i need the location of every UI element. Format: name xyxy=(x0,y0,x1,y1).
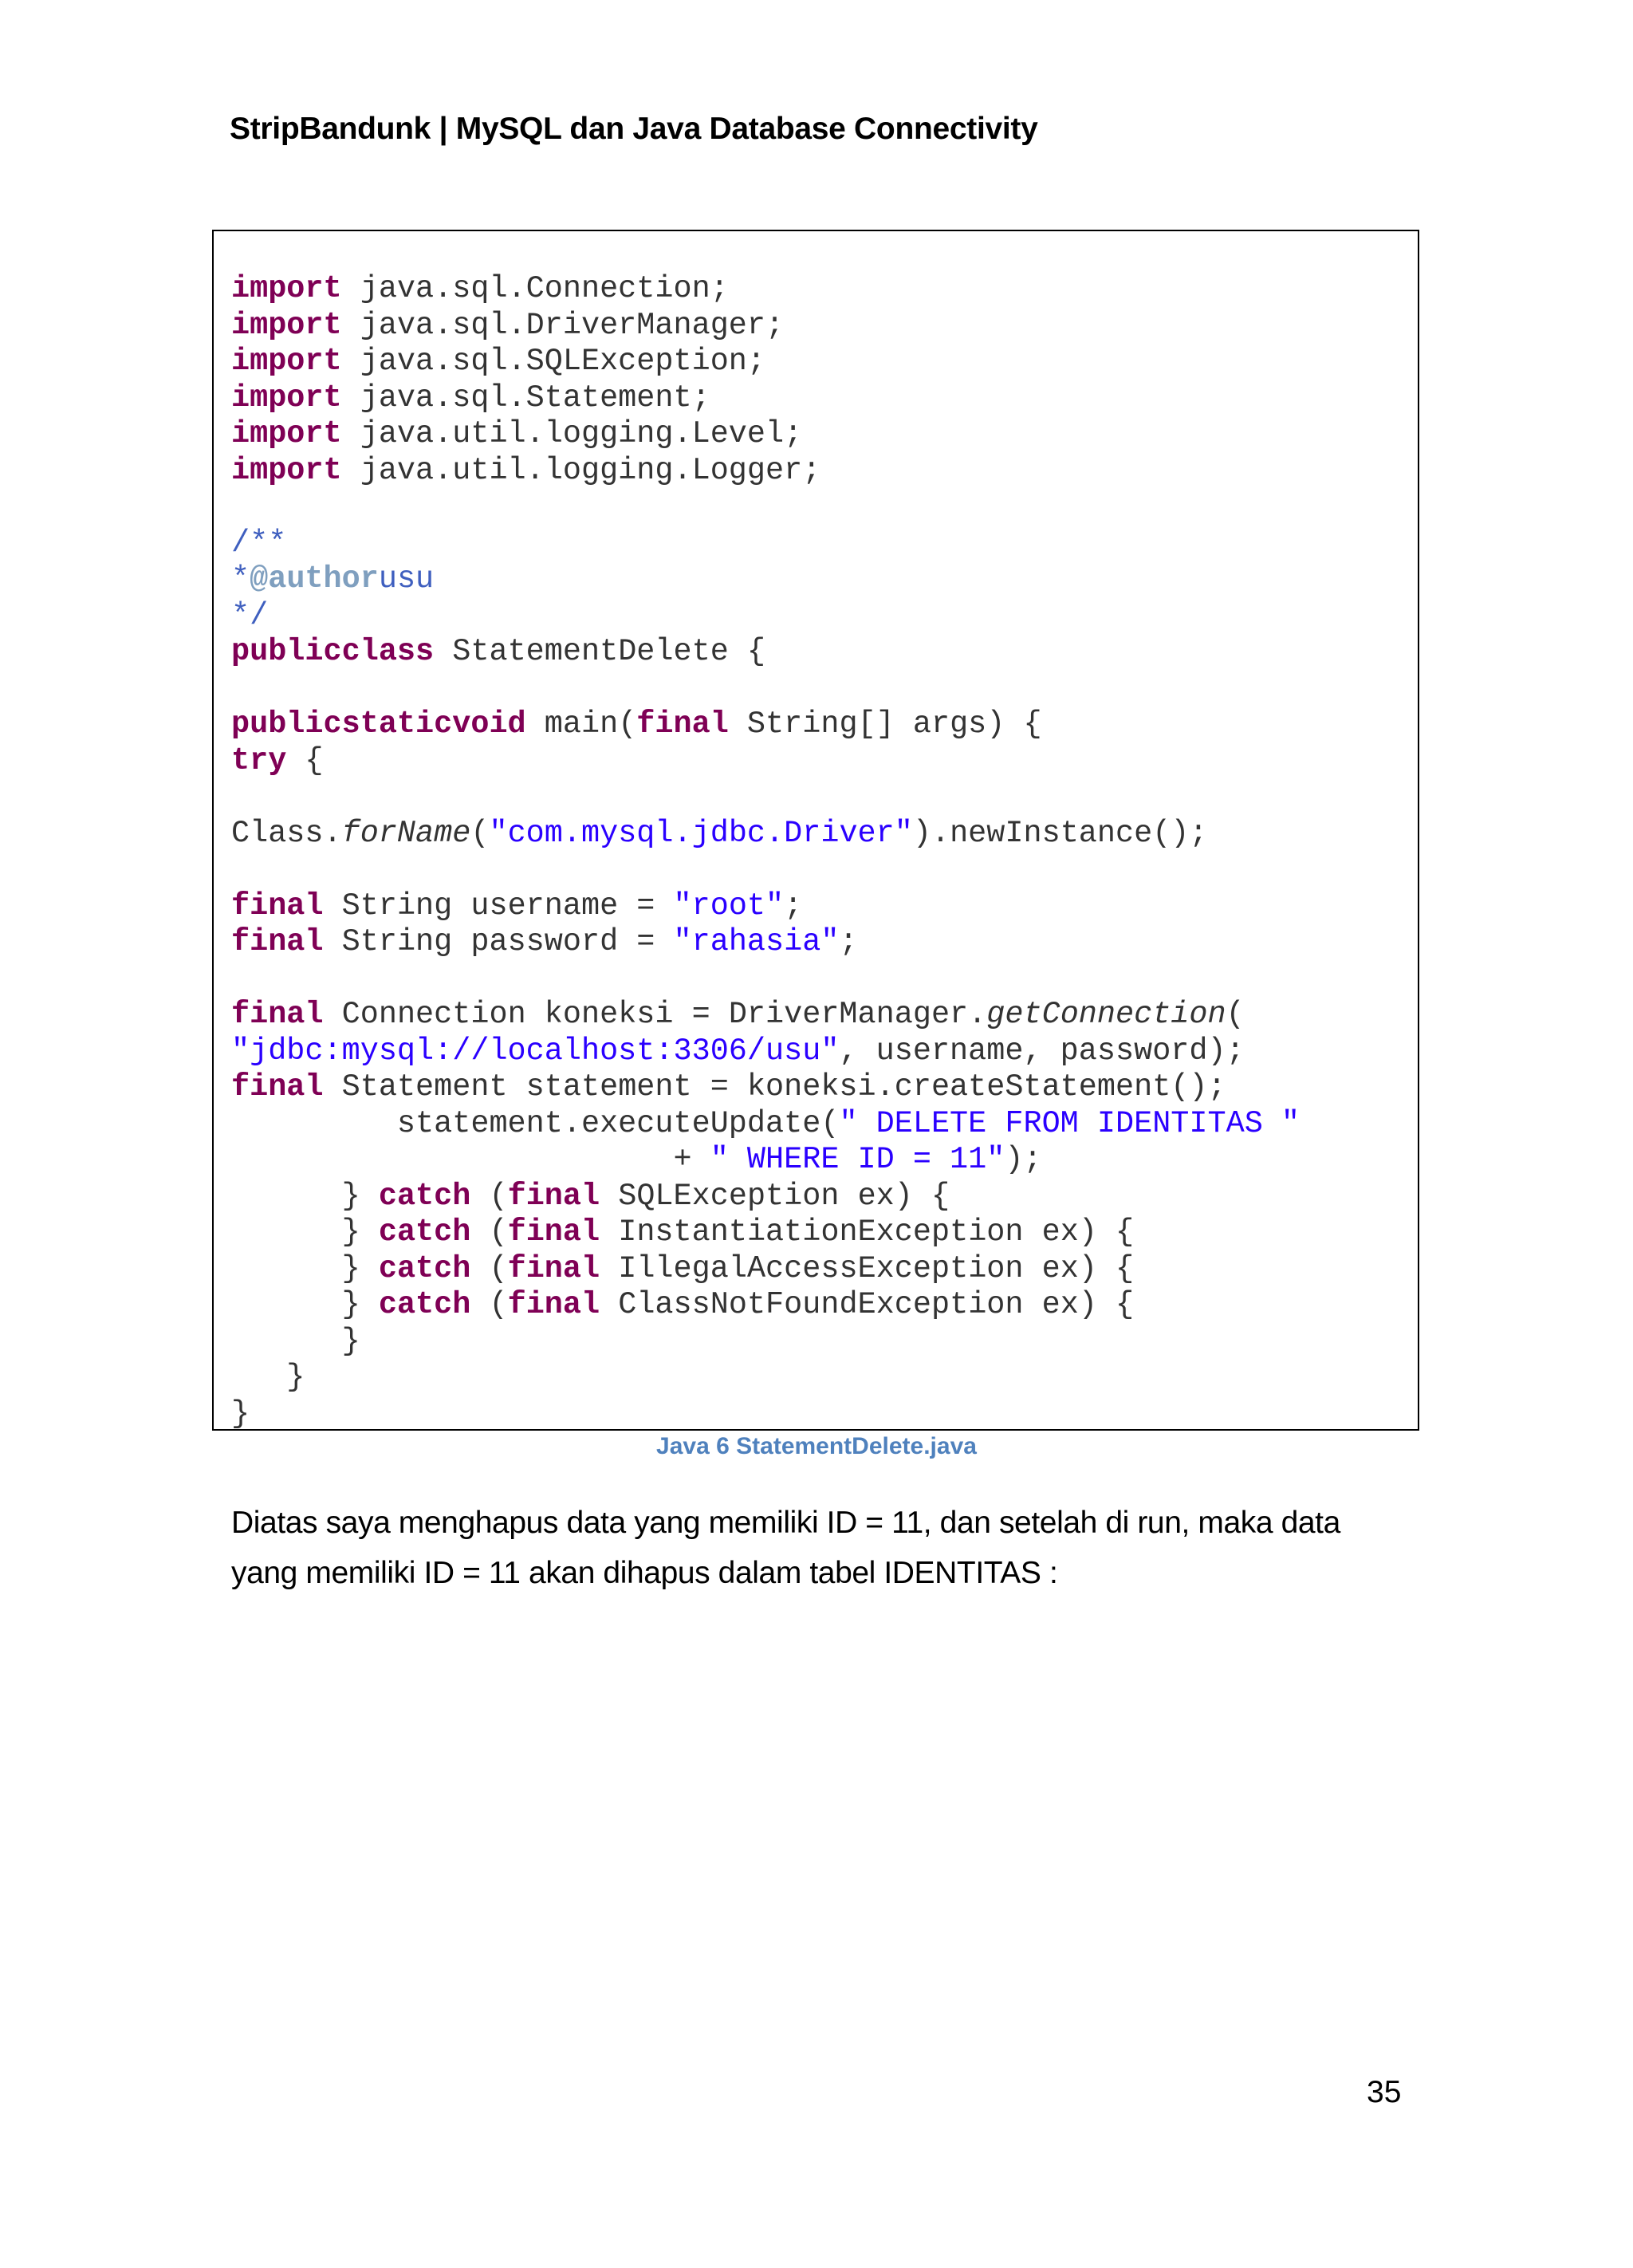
code-token: */ xyxy=(231,597,269,633)
code-line xyxy=(231,997,1300,1034)
code-token: " DELETE FROM IDENTITAS " xyxy=(839,1105,1300,1141)
code-line xyxy=(231,380,1300,417)
code-line xyxy=(231,1106,1300,1143)
code-token: main( xyxy=(525,707,637,742)
code-token: IllegalAccessException ex) { xyxy=(600,1250,1135,1286)
code-line xyxy=(231,707,1300,743)
code-token: ( xyxy=(470,1178,508,1214)
code-token: "jdbc:mysql://localhost:3306/usu" xyxy=(231,1033,840,1069)
code-token: ClassNotFoundException ex) { xyxy=(600,1287,1135,1322)
code-token: usu xyxy=(378,561,435,597)
code-token: catch xyxy=(378,1215,471,1250)
code-line xyxy=(231,453,1300,490)
code-token: java.sql.Statement; xyxy=(341,380,710,415)
code-token: java.sql.Connection; xyxy=(341,271,729,306)
code-token: java.sql.SQLException; xyxy=(341,344,766,379)
code-line xyxy=(231,308,1300,345)
code-token: Statement statement = koneksi.createStatement(); xyxy=(323,1069,1226,1104)
code-token: "com.mysql.jdbc.Driver" xyxy=(489,815,913,851)
code-line xyxy=(231,961,1300,998)
body-paragraph-line: Diatas saya menghapus data yang memiliki ID = 11, dan setelah di run, maka data xyxy=(231,1506,1340,1540)
code-line xyxy=(231,489,1300,526)
code-token: } xyxy=(231,1360,305,1395)
code-line xyxy=(231,344,1300,380)
code-line xyxy=(231,634,1300,671)
code-token: ).newInstance(); xyxy=(912,815,1208,851)
code-token: InstantiationException ex) { xyxy=(600,1215,1135,1250)
code-line xyxy=(231,1324,1300,1360)
code-line xyxy=(231,852,1300,888)
code-token: try xyxy=(231,742,287,778)
code-listing xyxy=(231,271,1300,1432)
code-token: final xyxy=(231,997,324,1032)
code-token: ); xyxy=(1005,1142,1042,1177)
code-token: final xyxy=(507,1287,600,1322)
code-token: ( xyxy=(470,1287,508,1322)
code-line xyxy=(231,1396,1300,1433)
code-line xyxy=(231,671,1300,707)
code-token: ; xyxy=(784,888,803,923)
code-line xyxy=(231,1287,1300,1324)
code-token: final xyxy=(231,1069,324,1104)
code-token: java.sql.DriverManager; xyxy=(341,307,785,343)
code-token: " WHERE ID = 11" xyxy=(710,1142,1005,1177)
code-line xyxy=(231,1069,1300,1106)
code-token: getConnection xyxy=(986,997,1226,1032)
code-line xyxy=(231,888,1300,925)
code-line xyxy=(231,1142,1300,1179)
code-line xyxy=(231,561,1300,598)
code-token: import xyxy=(231,307,342,343)
code-token: SQLException ex) { xyxy=(600,1178,950,1214)
code-token: catch xyxy=(378,1178,471,1214)
code-token: java.util.logging.Logger; xyxy=(341,452,821,488)
code-token: "root" xyxy=(673,888,785,923)
code-token: , username, password); xyxy=(839,1033,1245,1069)
code-token: import xyxy=(231,452,342,488)
code-token: String username = xyxy=(323,888,674,923)
code-token: catch xyxy=(378,1250,471,1286)
code-line xyxy=(231,779,1300,816)
code-token: } xyxy=(231,1250,379,1286)
code-token: publicstaticvoid xyxy=(231,707,526,742)
code-token: Connection koneksi = DriverManager. xyxy=(323,997,987,1032)
code-token: /** xyxy=(231,525,287,561)
code-token: final xyxy=(507,1250,600,1286)
code-token: "rahasia" xyxy=(673,924,840,959)
code-token: final xyxy=(231,924,324,959)
code-line xyxy=(231,416,1300,453)
code-token: catch xyxy=(378,1287,471,1322)
code-token: ( xyxy=(470,1250,508,1286)
code-token: } xyxy=(231,1287,379,1322)
code-line xyxy=(231,1251,1300,1288)
code-token: final xyxy=(231,888,324,923)
code-token: java.util.logging.Level; xyxy=(341,416,803,451)
code-token: String password = xyxy=(323,924,674,959)
code-token: import xyxy=(231,416,342,451)
code-token: final xyxy=(507,1215,600,1250)
code-token: publicclass xyxy=(231,634,435,669)
code-line xyxy=(231,1034,1300,1070)
code-line xyxy=(231,743,1300,780)
code-token: final xyxy=(507,1178,600,1214)
code-token: ( xyxy=(1226,997,1245,1032)
code-token: import xyxy=(231,380,342,415)
body-paragraph-line: yang memiliki ID = 11 akan dihapus dalam tabel IDENTITAS : xyxy=(231,1556,1058,1590)
code-token: StatementDelete { xyxy=(434,634,766,669)
code-token: @author xyxy=(250,561,379,597)
code-token: import xyxy=(231,271,342,306)
code-line xyxy=(231,816,1300,852)
code-line xyxy=(231,598,1300,635)
code-line xyxy=(231,1215,1300,1251)
code-token: ; xyxy=(839,924,858,959)
code-token: statement.executeUpdate( xyxy=(231,1105,840,1141)
code-token: String[] args) { xyxy=(728,707,1042,742)
code-caption: Java 6 StatementDelete.java xyxy=(656,1433,977,1459)
code-token: * xyxy=(231,561,250,597)
code-token: ( xyxy=(470,1215,508,1250)
code-token: final xyxy=(636,707,729,742)
code-token: forName xyxy=(341,815,471,851)
page-header-title: StripBandunk | MySQL dan Java Database Connectivity xyxy=(230,112,1038,146)
code-line xyxy=(231,1360,1300,1396)
code-token: } xyxy=(231,1323,360,1359)
body-paragraph xyxy=(231,1498,1427,1598)
code-line xyxy=(231,271,1300,308)
code-line xyxy=(231,924,1300,961)
page-number: 35 xyxy=(1367,2075,1402,2109)
code-token: } xyxy=(231,1178,379,1214)
code-listing-box xyxy=(212,230,1419,1431)
code-token: + xyxy=(231,1142,710,1177)
code-line xyxy=(231,1179,1300,1215)
code-token: ( xyxy=(470,815,490,851)
code-token: Class. xyxy=(231,815,342,851)
code-line xyxy=(231,526,1300,562)
code-token: } xyxy=(231,1396,250,1431)
code-token: import xyxy=(231,344,342,379)
code-token: { xyxy=(286,742,324,778)
code-token: } xyxy=(231,1215,379,1250)
